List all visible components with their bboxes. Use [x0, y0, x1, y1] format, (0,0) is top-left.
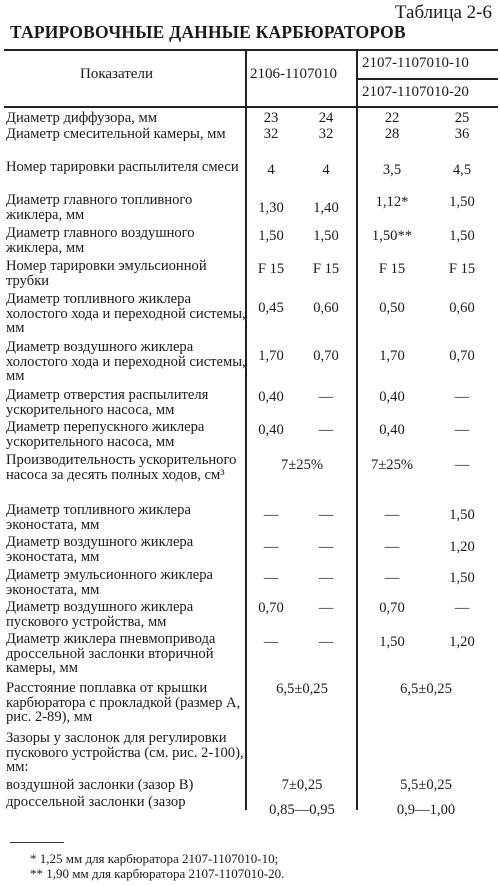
row-label: Номер тарировки распылителя смеси	[6, 159, 239, 175]
cell-value: 23	[263, 110, 279, 126]
row-label: Диаметр диффузора, мм	[6, 110, 157, 126]
cell-value: 0,70	[313, 348, 339, 364]
cell-value: —	[454, 389, 470, 405]
cell-value: —	[384, 570, 400, 586]
cell-value-merged: 5,5±0,25	[400, 777, 452, 793]
cell-value-merged: 6,5±0,25	[276, 681, 328, 697]
row-label: Диаметр топливного жиклера эконостата, мм	[6, 502, 191, 533]
cell-value: 0,50	[379, 300, 405, 316]
footnote-1: * 1,25 мм для карбюратора 2107-1107010-10;	[30, 851, 279, 866]
cell-value: 0,70	[258, 600, 284, 616]
cell-value: —	[454, 422, 470, 438]
cell-value-merged: 0,85—0,95	[269, 802, 335, 818]
cell-value: 0,45	[258, 300, 284, 316]
cell-value: —	[318, 389, 334, 405]
cell-value-merged: 7±0,25	[281, 777, 323, 793]
row-label: Диаметр главного воздушного жиклера, мм	[6, 225, 195, 256]
cell-value: —	[384, 539, 400, 555]
cell-value: F 15	[448, 261, 476, 277]
cell-value: 32	[263, 126, 279, 142]
header-carb-a: 2106-1107010	[250, 66, 337, 82]
cell-value: 7±25%	[370, 457, 414, 473]
row-label: Диаметр перепускного жиклера ускорительного насоса, мм	[6, 419, 205, 450]
table-number: Таблица 2-6	[394, 2, 492, 23]
row-label: Зазоры у заслонок для регулировки пускового устройства (см. рис. 2-100), мм:	[6, 730, 244, 776]
header-indicator: Показатели	[80, 66, 153, 82]
cell-value: 24	[318, 110, 334, 126]
cell-value: 0,70	[449, 348, 475, 364]
header-carb-b: 2107-1107010-10	[362, 55, 469, 71]
cell-value: 1,50	[313, 228, 339, 244]
cell-value-merged: 7±25%	[280, 457, 324, 473]
cell-value: 1,50	[379, 634, 405, 650]
row-label: Диаметр отверстия распылителя ускорительного насоса, мм	[6, 387, 209, 418]
footnote-2: ** 1,90 мм для карбюратора 2107-1107010-20.	[30, 866, 285, 881]
cell-value: 25	[454, 110, 470, 126]
table-top-rule	[4, 49, 498, 51]
cell-value: —	[263, 507, 279, 523]
cell-value: F 15	[312, 261, 340, 277]
cell-value: 1,20	[449, 634, 475, 650]
cell-value: 4	[322, 162, 330, 178]
subheader-rule	[357, 78, 498, 80]
cell-value-merged: 6,5±0,25	[400, 681, 452, 697]
cell-value: 1,50	[449, 570, 475, 586]
cell-value: 0,40	[379, 389, 405, 405]
cell-value: 1,20	[449, 539, 475, 555]
cell-value: 0,40	[258, 389, 284, 405]
row-label: Производительность ускорительного насоса за десять полных ходов, см³	[6, 452, 237, 483]
cell-value: 0,40	[379, 422, 405, 438]
cell-value: F 15	[257, 261, 285, 277]
row-label: Диаметр воздушного жиклера эконостата, мм	[6, 534, 194, 565]
cell-value: —	[384, 507, 400, 523]
cell-value-merged: 0,9—1,00	[396, 802, 456, 818]
header-bottom-rule	[4, 106, 498, 108]
cell-value: 1,40	[313, 200, 339, 216]
cell-value: 32	[318, 126, 334, 142]
cell-value: —	[318, 422, 334, 438]
cell-value: —	[318, 507, 334, 523]
cell-value: 1,50	[449, 507, 475, 523]
cell-value: —	[263, 539, 279, 555]
cell-value: —	[263, 634, 279, 650]
row-label: Диаметр жиклера пневмопривода дроссельной заслонки вторичной камеры, мм	[6, 631, 216, 677]
cell-value: 0,60	[449, 300, 475, 316]
row-label: дроссельной заслонки (зазор	[6, 794, 186, 810]
row-label: Расстояние поплавка от крышки карбюратора с прокладкой (размер А, рис. 2-89), мм	[6, 680, 241, 726]
cell-value: 1,50	[258, 228, 284, 244]
cell-value: —	[318, 634, 334, 650]
cell-value: —	[318, 600, 334, 616]
cell-value: —	[454, 457, 470, 473]
row-label: Диаметр смесительной камеры, мм	[6, 126, 226, 142]
cell-value: 1,50	[449, 194, 475, 210]
footnote-separator	[10, 842, 64, 843]
row-label: Диаметр главного топливного жиклера, мм	[6, 192, 193, 223]
header-carb-c: 2107-1107010-20	[362, 84, 469, 100]
cell-value: 0,70	[379, 600, 405, 616]
cell-value: 4,5	[452, 162, 472, 178]
cell-value: 36	[454, 126, 470, 142]
cell-value: 0,40	[258, 422, 284, 438]
cell-value: 1,70	[379, 348, 405, 364]
row-label: Диаметр эмульсионного жиклера эконостата, мм	[6, 567, 214, 598]
cell-value: 1,50	[449, 228, 475, 244]
cell-value: F 15	[378, 261, 406, 277]
row-label: Диаметр воздушного жиклера холостого хода и переходной системы, мм	[6, 339, 246, 385]
cell-value: 0,60	[313, 300, 339, 316]
cell-value: 4	[267, 162, 275, 178]
cell-value: 1,30	[258, 200, 284, 216]
row-label: Диаметр топливного жиклера холостого хода и переходной системы, мм	[6, 291, 246, 337]
cell-value: —	[318, 539, 334, 555]
cell-value: —	[454, 600, 470, 616]
cell-value: —	[318, 570, 334, 586]
cell-value: —	[263, 570, 279, 586]
cell-value: 22	[384, 110, 400, 126]
row-label: Номер тарировки эмульсионной трубки	[6, 258, 207, 289]
cell-value: 1,12*	[375, 194, 409, 210]
row-label: воздушной заслонки (зазор В)	[6, 777, 194, 793]
row-label: Диаметр воздушного жиклера пускового устройства, мм	[6, 599, 194, 630]
table-title: ТАРИРОВОЧНЫЕ ДАННЫЕ КАРБЮРАТОРОВ	[10, 22, 406, 42]
cell-value: 3,5	[382, 162, 402, 178]
cell-value: 1,50**	[371, 228, 413, 244]
cell-value: 1,70	[258, 348, 284, 364]
cell-value: 28	[384, 126, 400, 142]
